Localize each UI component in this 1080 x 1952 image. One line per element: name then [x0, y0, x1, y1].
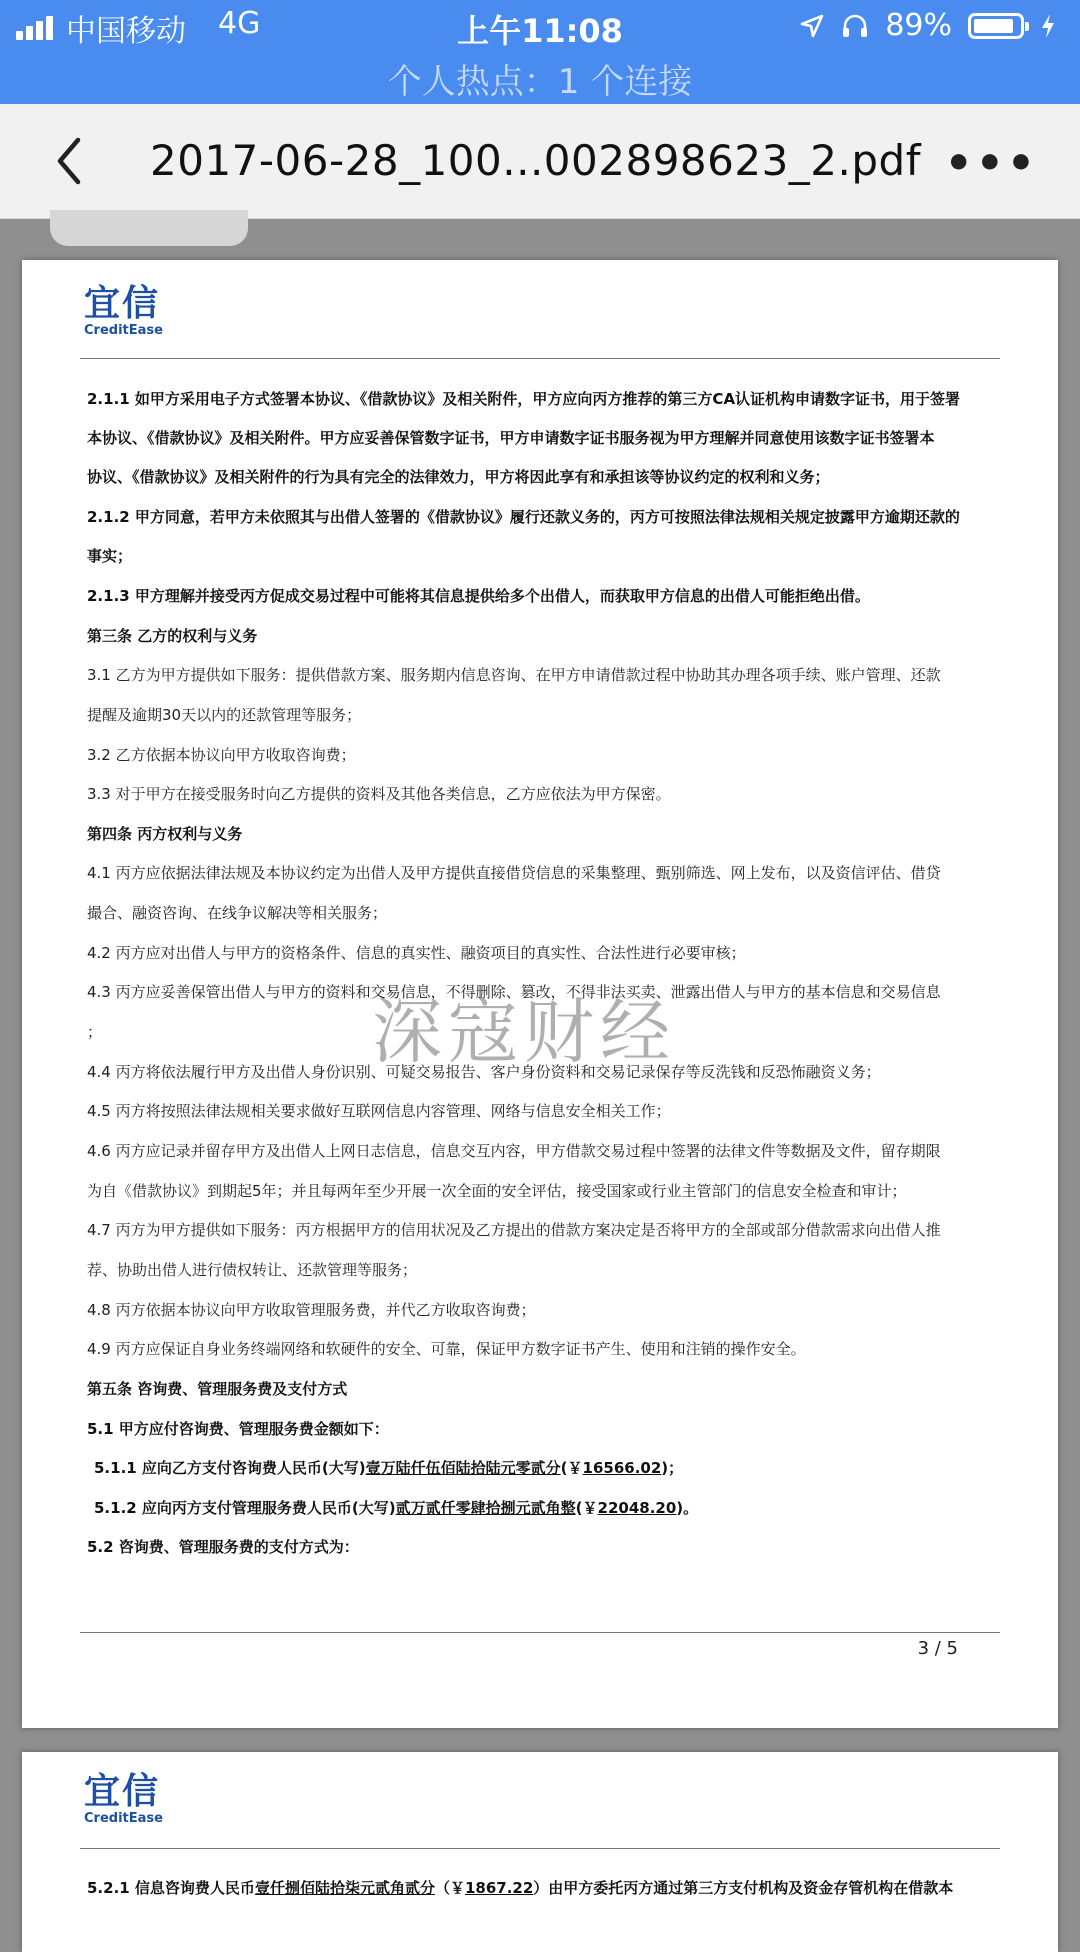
clause-line: 4.6 丙方应记录并留存甲方及出借人上网日志信息，信息交互内容，甲方借款交易过程中签署的法律文件等数据及文件，留存期限 — [87, 1142, 941, 1160]
previous-page-edge — [50, 210, 248, 246]
header-divider — [80, 1848, 1000, 1849]
clause-line: 4.2 丙方应对出借人与甲方的资格条件、信息的真实性、融资项目的真实性、合法性进行必要审核； — [87, 944, 746, 962]
clause-line: 4.8 丙方依据本协议向甲方收取管理服务费，并代乙方收取咨询费； — [87, 1301, 536, 1319]
status-row — [0, 0, 1080, 54]
fee-amount: 22048.20 — [597, 1499, 677, 1517]
clause-line: 5.2 咨询费、管理服务费的支付方式为： — [87, 1538, 359, 1556]
footer-divider — [80, 1632, 1000, 1633]
more-icon[interactable]: ••• — [944, 138, 1038, 189]
creditease-logo — [84, 284, 194, 338]
section-heading: 第五条 咨询费、管理服务费及支付方式 — [87, 1380, 348, 1398]
creditease-logo — [84, 1772, 194, 1826]
network-type: 4G — [218, 6, 261, 41]
fee-open: （￥ — [434, 1879, 465, 1897]
battery-icon — [968, 13, 1024, 39]
clause-line: 3.3 对于甲方在接受服务时向乙方提供的资料及其他各类信息，乙方应依法为甲方保密。 — [87, 785, 671, 803]
clause-line: 5.1 甲方应付咨询费、管理服务费金额如下： — [87, 1420, 389, 1438]
status-icons — [799, 8, 1056, 43]
nav-bar — [0, 104, 1080, 219]
logo-text-cn: 宜信 — [84, 1771, 161, 1812]
charging-icon — [1040, 13, 1056, 39]
clause-line: 4.9 丙方应保证自身业务终端网络和软硬件的安全、可靠，保证甲方数字证书产生、使用和注销的操作安全。 — [87, 1340, 806, 1358]
clause-line: 4.1 丙方应依据法律法规及本协议约定为出借人及甲方提供直接借贷信息的采集整理、甄别筛选、网上发布，以及资信评估、借贷 — [87, 864, 941, 882]
document-title: 2017-06-28_100...002898623_2.pdf — [150, 136, 921, 185]
watermark: 深寇财经 — [372, 991, 676, 1073]
pdf-page-3 — [22, 260, 1058, 1728]
clause-line: 荐、协助出借人进行债权转让、还款管理等服务； — [87, 1261, 418, 1279]
fee-open: (￥ — [575, 1499, 598, 1517]
fee-amount: 16566.02 — [582, 1459, 662, 1477]
fee-amount-words: 壹万陆仟伍佰陆拾陆元零贰分 — [365, 1459, 561, 1477]
clause-line: ； — [87, 1023, 103, 1041]
battery-percent: 89% — [885, 8, 952, 43]
clause-line: 4.4 丙方将依法履行甲方及出借人身份识别、可疑交易报告、客户身份资料和交易记录保存等反洗钱和反恐怖融资义务； — [87, 1063, 881, 1081]
section-heading: 第四条 丙方权利与义务 — [87, 825, 243, 843]
logo-text-en: CreditEase — [84, 323, 163, 338]
clause-line: 3.1 乙方为甲方提供如下服务：提供借款方案、服务期内信息咨询、在甲方申请借款过程中协助其办理各项手续、账户管理、还款 — [87, 666, 941, 684]
logo-text-cn: 宜信 — [84, 283, 161, 324]
chevron-left-icon[interactable] — [48, 134, 92, 188]
fee-prefix: 5.2.1 信息咨询费人民币 — [87, 1879, 255, 1897]
clause-line: 4.7 丙方为甲方提供如下服务：丙方根据甲方的信用状况及乙方提出的借款方案决定是否将甲方的全部或部分借款需求向出借人推 — [87, 1221, 941, 1239]
logo-text-en: CreditEase — [84, 1811, 163, 1826]
clause-line: 2.1.2 甲方同意，若甲方未依照其与出借人签署的《借款协议》履行还款义务的，丙方可按照法律法规相关规定披露甲方逾期还款的 — [87, 508, 960, 526]
fee-amount-words: 贰万贰仟零肆拾捌元贰角整 — [395, 1499, 576, 1517]
clause-line: 协议、《借款协议》及相关附件的行为具有完全的法律效力，甲方将因此享有和承担该等协议约定的权利和义务； — [87, 468, 830, 486]
fee-open: (￥ — [560, 1459, 583, 1477]
hotspot-banner[interactable]: 个人热点：1 个连接 — [387, 62, 693, 102]
clause-line: 4.3 丙方应妥善保管出借人与甲方的资料和交易信息，不得删除、篡改，不得非法买卖、泄露出借人与甲方的基本信息和交易信息 — [87, 983, 941, 1001]
clause-line — [87, 1878, 1017, 1898]
fee-line-consulting — [94, 1458, 1024, 1478]
clause-line: 事实； — [87, 547, 133, 565]
clause-line: 提醒及逾期30天以内的还款管理等服务； — [87, 706, 362, 724]
fee-amount: 1867.22 — [464, 1879, 534, 1897]
clause-line: 2.1.3 甲方理解并接受丙方促成交易过程中可能将其信息提供给多个出借人，而获取甲方信息的出借人可能拒绝出借。 — [87, 587, 870, 605]
carrier-name: 中国移动 — [66, 14, 186, 49]
headphones-icon — [841, 13, 869, 39]
status-time: 上午11:08 — [457, 12, 623, 50]
clause-line: 本协议、《借款协议》及相关附件。甲方应妥善保管数字证书，甲方申请数字证书服务视为甲方理解并同意使用该数字证书签署本 — [87, 429, 935, 447]
clause-line: 2.1.1 如甲方采用电子方式签署本协议、《借款协议》及相关附件，甲方应向丙方推荐的第三方CA认证机构申请数字证书，用于签署 — [87, 390, 961, 408]
location-icon — [799, 13, 825, 39]
fee-prefix: 5.1.2 应向丙方支付管理服务费人民币(大写) — [94, 1499, 396, 1517]
header-divider — [80, 358, 1000, 359]
fee-suffix: ）由甲方委托丙方通过第三方支付机构及资金存管机构在借款本 — [533, 1879, 954, 1897]
fee-amount-words: 壹仟捌佰陆拾柒元贰角贰分 — [254, 1879, 435, 1897]
fee-line-management — [94, 1498, 1024, 1518]
fee-prefix: 5.1.1 应向乙方支付咨询费人民币(大写) — [94, 1459, 366, 1477]
pdf-page-4 — [22, 1752, 1058, 1952]
clause-line: 为自《借款协议》到期起5年；并且每两年至少开展一次全面的安全评估，接受国家或行业主管部门的信息安全检查和审计； — [87, 1182, 907, 1200]
clause-line: 撮合、融资咨询、在线争议解决等相关服务； — [87, 904, 388, 922]
section-heading: 第三条 乙方的权利与义务 — [87, 627, 258, 645]
fee-close: )。 — [676, 1499, 699, 1517]
fee-close: )； — [661, 1459, 684, 1477]
status-bar — [0, 0, 1080, 104]
page-number: 3 / 5 — [917, 1638, 958, 1659]
clause-line: 4.5 丙方将按照法律法规相关要求做好互联网信息内容管理、网络与信息安全相关工作； — [87, 1102, 671, 1120]
clause-line: 3.2 乙方依据本协议向甲方收取咨询费； — [87, 746, 356, 764]
